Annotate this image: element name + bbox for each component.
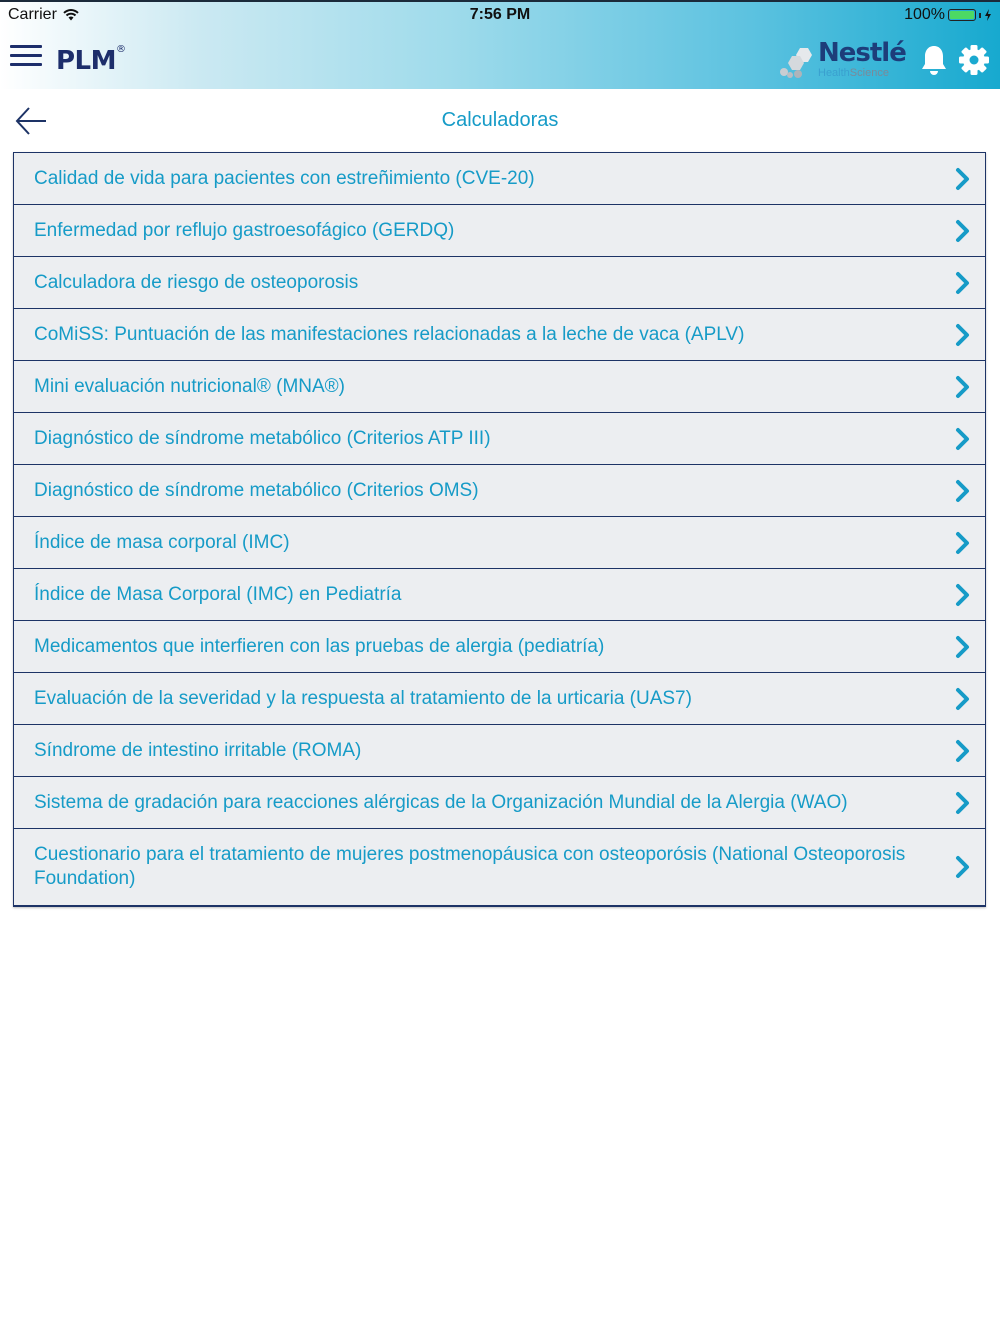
calculator-item-label: Evaluación de la severidad y la respuesta al tratamiento de la urticaria (UAS7) (34, 687, 692, 709)
calculator-item-label: Índice de Masa Corporal (IMC) en Pediatría (34, 583, 402, 605)
plm-logo: PLM® (56, 44, 126, 76)
calculator-item-label: Medicamentos que interfieren con las pruebas de alergia (pediatría) (34, 635, 605, 657)
chevron-right-icon (955, 167, 971, 191)
chevron-right-icon (955, 427, 971, 451)
calculator-list-item[interactable] (14, 413, 985, 465)
chevron-right-icon (955, 635, 971, 659)
calculator-list-item[interactable] (14, 257, 985, 309)
health-science-text: HealthScience (818, 67, 889, 79)
carrier-label: Carrier (8, 6, 57, 23)
calculator-list-item[interactable] (14, 153, 985, 205)
calculator-item-label: Calidad de vida para pacientes con estreñimiento (CVE-20) (34, 167, 535, 189)
calculator-list-item[interactable] (14, 725, 985, 777)
calculator-list-item[interactable] (14, 517, 985, 569)
chevron-right-icon (955, 271, 971, 295)
calculator-list-item[interactable] (14, 309, 985, 361)
calculator-item-label: Diagnóstico de síndrome metabólico (Criterios ATP III) (34, 427, 491, 449)
calculator-list-item[interactable] (14, 777, 985, 829)
calculator-item-label: Calculadora de riesgo de osteoporosis (34, 271, 359, 293)
charging-icon (984, 9, 992, 21)
chevron-right-icon (955, 219, 971, 243)
chevron-right-icon (955, 791, 971, 815)
calculator-item-label: CoMiSS: Puntuación de las manifestaciones relacionadas a la leche de vaca (APLV) (34, 323, 745, 345)
bell-icon[interactable] (920, 44, 948, 76)
menu-icon (10, 45, 42, 48)
battery-icon (948, 9, 976, 21)
nestle-health-science-logo (778, 38, 908, 82)
status-time: 7:56 PM (469, 6, 531, 23)
calculator-item-label: Sistema de gradación para reacciones alérgicas de la Organización Mundial de la Alergia (WAO) (34, 791, 848, 813)
gear-icon[interactable] (958, 44, 990, 76)
chevron-right-icon (955, 531, 971, 555)
status-battery (904, 6, 992, 24)
calculator-list-item[interactable] (14, 569, 985, 621)
calculator-list-item[interactable] (14, 361, 985, 413)
nestle-hexagons-icon (778, 38, 818, 82)
calculator-item-label: Enfermedad por reflujo gastroesofágico (GERDQ) (34, 219, 455, 241)
page-title: Calculadoras (441, 109, 559, 131)
calculator-item-label: Índice de masa corporal (IMC) (34, 531, 290, 553)
calculator-list-item[interactable] (14, 673, 985, 725)
calculator-list (13, 152, 986, 907)
top-bar (0, 0, 1000, 89)
chevron-right-icon (955, 323, 971, 347)
calculator-list-item[interactable] (14, 829, 985, 905)
calculator-item-label: Diagnóstico de síndrome metabólico (Criterios OMS) (34, 479, 479, 501)
calculator-item-label: Mini evaluación nutricional® (MNA®) (34, 375, 345, 397)
battery-percent: 100% (904, 6, 945, 23)
menu-button[interactable] (10, 45, 42, 69)
calculator-item-label: Cuestionario para el tratamiento de mujeres postmenopáusica con osteoporósis (National Osteoporosis Foundation) (34, 844, 906, 889)
chevron-right-icon (955, 583, 971, 607)
chevron-right-icon (955, 855, 971, 879)
chevron-right-icon (955, 479, 971, 503)
calculator-list-item[interactable] (14, 465, 985, 517)
nestle-wordmark: Nestlé (818, 38, 906, 68)
calculator-list-item[interactable] (14, 621, 985, 673)
chevron-right-icon (955, 375, 971, 399)
calculator-list-item[interactable] (14, 205, 985, 257)
chevron-right-icon (955, 687, 971, 711)
calculator-item-label: Síndrome de intestino irritable (ROMA) (34, 739, 362, 761)
chevron-right-icon (955, 739, 971, 763)
